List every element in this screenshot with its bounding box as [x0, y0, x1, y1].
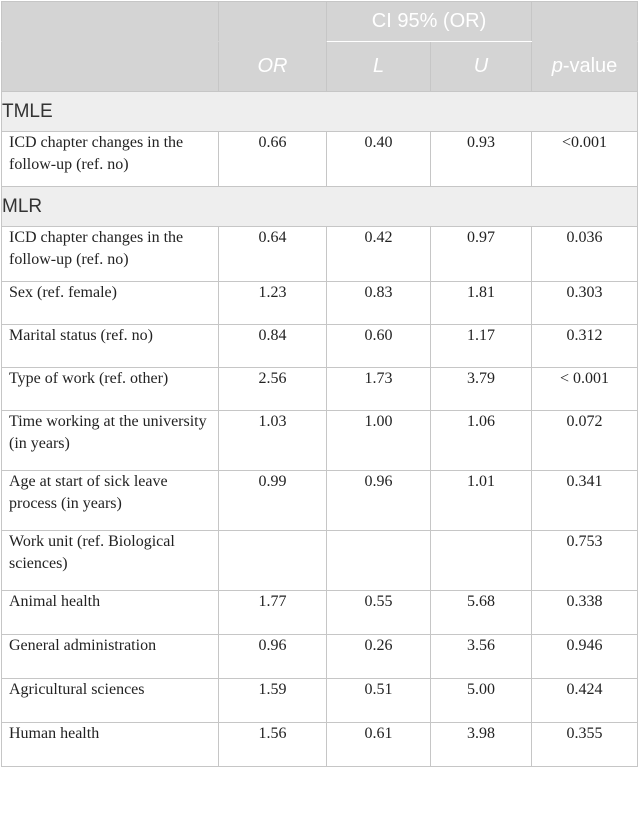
table-row [2, 471, 638, 531]
row-label: General administration [2, 635, 219, 679]
cell-l: 0.51 [327, 679, 431, 723]
cell-or: 1.59 [219, 679, 327, 723]
header-l: L [327, 42, 431, 92]
cell-u: 1.81 [431, 282, 532, 325]
cell-p: 0.036 [532, 227, 638, 282]
row-label: ICD chapter changes in the follow-up (ref. no) [2, 227, 219, 282]
cell-p: 0.946 [532, 635, 638, 679]
row-label: Agricultural sciences [2, 679, 219, 723]
row-label: ICD chapter changes in the follow-up (ref. no) [2, 132, 219, 187]
cell-or [219, 531, 327, 591]
cell-p: 0.753 [532, 531, 638, 591]
results-table [1, 1, 638, 767]
cell-u: 1.17 [431, 325, 532, 368]
cell-u: 3.98 [431, 723, 532, 767]
cell-l: 0.55 [327, 591, 431, 635]
header-u: U [431, 42, 532, 92]
header-p-value [532, 42, 638, 92]
cell-or: 0.96 [219, 635, 327, 679]
cell-p: < 0.001 [532, 368, 638, 411]
row-label: Time working at the university (in years) [2, 411, 219, 471]
header-blank-cell [532, 2, 638, 42]
cell-p: 0.338 [532, 591, 638, 635]
section-title: TMLE [2, 92, 638, 132]
cell-u: 3.79 [431, 368, 532, 411]
header-ci-group: CI 95% (OR) [327, 2, 532, 42]
cell-l: 0.40 [327, 132, 431, 187]
row-label: Marital status (ref. no) [2, 325, 219, 368]
table-row [2, 325, 638, 368]
cell-or: 2.56 [219, 368, 327, 411]
cell-u: 3.56 [431, 635, 532, 679]
cell-or: 0.99 [219, 471, 327, 531]
cell-l: 0.61 [327, 723, 431, 767]
cell-l: 1.73 [327, 368, 431, 411]
cell-u: 0.97 [431, 227, 532, 282]
table-row [2, 723, 638, 767]
header-p-italic: p [551, 55, 563, 77]
table-row [2, 282, 638, 325]
table-row [2, 591, 638, 635]
cell-l: 0.42 [327, 227, 431, 282]
table-row [2, 368, 638, 411]
header-p-rest: -value [562, 55, 618, 77]
cell-or: 1.77 [219, 591, 327, 635]
cell-p: <0.001 [532, 132, 638, 187]
cell-or: 1.56 [219, 723, 327, 767]
cell-u: 1.01 [431, 471, 532, 531]
cell-l: 1.00 [327, 411, 431, 471]
cell-l: 0.96 [327, 471, 431, 531]
table-row [2, 132, 638, 187]
cell-or: 0.84 [219, 325, 327, 368]
row-label: Animal health [2, 591, 219, 635]
table-row [2, 227, 638, 282]
section-title: MLR [2, 187, 638, 227]
table-row [2, 679, 638, 723]
row-label: Work unit (ref. Biological sciences) [2, 531, 219, 591]
table-row [2, 635, 638, 679]
table-row [2, 531, 638, 591]
cell-u: 1.06 [431, 411, 532, 471]
cell-l: 0.60 [327, 325, 431, 368]
cell-p: 0.303 [532, 282, 638, 325]
cell-u: 0.93 [431, 132, 532, 187]
row-label: Age at start of sick leave process (in years) [2, 471, 219, 531]
table-row [2, 411, 638, 471]
cell-l: 0.83 [327, 282, 431, 325]
cell-u [431, 531, 532, 591]
header-or: OR [219, 42, 327, 92]
header-row-columns [2, 42, 638, 92]
cell-p: 0.072 [532, 411, 638, 471]
row-label: Sex (ref. female) [2, 282, 219, 325]
cell-or: 0.66 [219, 132, 327, 187]
header-blank-cell [219, 2, 327, 42]
cell-l: 0.26 [327, 635, 431, 679]
cell-u: 5.00 [431, 679, 532, 723]
header-blank-cell [2, 2, 219, 42]
header-label-cell [2, 42, 219, 92]
cell-l [327, 531, 431, 591]
cell-p: 0.355 [532, 723, 638, 767]
cell-or: 1.23 [219, 282, 327, 325]
section-row-tmle [2, 92, 638, 132]
cell-p: 0.312 [532, 325, 638, 368]
cell-p: 0.341 [532, 471, 638, 531]
row-label: Type of work (ref. other) [2, 368, 219, 411]
cell-p: 0.424 [532, 679, 638, 723]
row-label: Human health [2, 723, 219, 767]
section-row-mlr [2, 187, 638, 227]
header-row-group [2, 2, 638, 42]
cell-u: 5.68 [431, 591, 532, 635]
cell-or: 0.64 [219, 227, 327, 282]
cell-or: 1.03 [219, 411, 327, 471]
